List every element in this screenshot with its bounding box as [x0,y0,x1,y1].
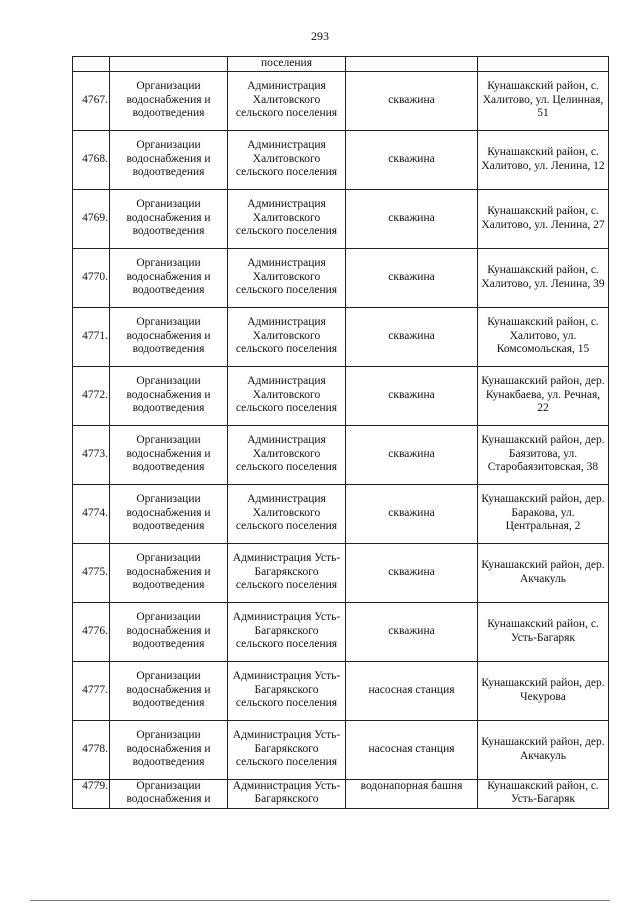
object-type-cell: скважина [346,189,478,248]
row-number: 4772. [73,366,110,425]
address-cell: Кунашакский район, дер. Акчакуль [478,720,609,779]
table-row-truncated [73,779,609,808]
row-number: 4777. [73,661,110,720]
organization-cell: Организации водоснабжения и водоотведения [110,661,228,720]
address-cell: Кунашакский район, дер. Баракова, ул. Центральная, 2 [478,484,609,543]
organization-cell: Организации водоснабжения и водоотведения [110,71,228,130]
address-cell: Кунашакский район, с. Халитово, ул. Ленина, 39 [478,248,609,307]
table-row [73,661,609,720]
address-cell [478,57,609,72]
row-number: 4776. [73,602,110,661]
address-cell: Кунашакский район, с. Халитово, ул. Ленина, 27 [478,189,609,248]
object-type-cell [346,57,478,72]
owner-cell: Администрация Усть-Багарякского сельского поселения [228,720,346,779]
organization-cell: Организации водоснабжения и водоотведения [110,484,228,543]
object-type-cell: скважина [346,307,478,366]
row-number: 4779. [73,779,110,808]
object-type-cell: скважина [346,425,478,484]
table-row [73,248,609,307]
registry-table [72,56,609,809]
organization-cell: Организации водоснабжения и водоотведения [110,366,228,425]
object-type-cell: скважина [346,248,478,307]
object-type-cell: скважина [346,602,478,661]
row-number: 4767. [73,71,110,130]
object-type-cell: насосная станция [346,720,478,779]
address-cell: Кунашакский район, дер. Чекурова [478,661,609,720]
address-cell: Кунашакский район, с. Халитово, ул. Ленина, 12 [478,130,609,189]
object-type-cell: водонапорная башня [346,779,478,808]
object-type-cell: скважина [346,130,478,189]
owner-cell: Администрация Усть-Багарякского сельского поселения [228,543,346,602]
owner-cell: Администрация Халитовского сельского поселения [228,425,346,484]
row-number: 4775. [73,543,110,602]
owner-cell: Администрация Усть-Багарякского сельского поселения [228,661,346,720]
owner-cell: Администрация Усть-Багарякского сельского поселения [228,602,346,661]
organization-cell: Организации водоснабжения и [110,779,228,808]
owner-cell: Администрация Халитовского сельского поселения [228,366,346,425]
row-number [73,57,110,72]
table-row [73,543,609,602]
organization-cell [110,57,228,72]
table-row [73,130,609,189]
object-type-cell: скважина [346,71,478,130]
owner-cell: Администрация Усть-Багарякского [228,779,346,808]
table-row [73,307,609,366]
row-number: 4773. [73,425,110,484]
owner-cell: Администрация Халитовского сельского поселения [228,130,346,189]
owner-cell: Администрация Халитовского сельского поселения [228,248,346,307]
table-row [73,366,609,425]
row-number: 4778. [73,720,110,779]
row-number: 4769. [73,189,110,248]
page-number: 293 [311,29,329,43]
table-row [73,720,609,779]
organization-cell: Организации водоснабжения и водоотведения [110,248,228,307]
organization-cell: Организации водоснабжения и водоотведения [110,307,228,366]
address-cell: Кунашакский район, с. Халитово, ул. Комсомольская, 15 [478,307,609,366]
table-row [73,602,609,661]
address-cell: Кунашакский район, с. Халитово, ул. Целинная, 51 [478,71,609,130]
address-cell: Кунашакский район, дер. Кунакбаева, ул. Речная, 22 [478,366,609,425]
object-type-cell: насосная станция [346,661,478,720]
row-number: 4770. [73,248,110,307]
row-number: 4768. [73,130,110,189]
row-number: 4774. [73,484,110,543]
table-row [73,425,609,484]
object-type-cell: скважина [346,543,478,602]
address-cell: Кунашакский район, дер. Акчакуль [478,543,609,602]
address-cell: Кунашакский район, с. Усть-Багаряк [478,779,609,808]
object-type-cell: скважина [346,366,478,425]
table-row [73,71,609,130]
address-cell: Кунашакский район, дер. Баязитова, ул. Старобаязитовская, 38 [478,425,609,484]
organization-cell: Организации водоснабжения и водоотведения [110,602,228,661]
organization-cell: Организации водоснабжения и водоотведения [110,189,228,248]
owner-cell: Администрация Халитовского сельского поселения [228,484,346,543]
row-number: 4771. [73,307,110,366]
registry-table-body [73,57,609,809]
owner-cell: Администрация Халитовского сельского поселения [228,307,346,366]
table-row [73,189,609,248]
object-type-cell: скважина [346,484,478,543]
organization-cell: Организации водоснабжения и водоотведения [110,425,228,484]
page-bottom-rule [30,900,610,901]
organization-cell: Организации водоснабжения и водоотведения [110,543,228,602]
organization-cell: Организации водоснабжения и водоотведения [110,720,228,779]
organization-cell: Организации водоснабжения и водоотведения [110,130,228,189]
owner-cell: Администрация Халитовского сельского поселения [228,189,346,248]
continuation-row [73,57,609,72]
address-cell: Кунашакский район, с. Усть-Багаряк [478,602,609,661]
table-row [73,484,609,543]
owner-cell: поселения [228,57,346,72]
owner-cell: Администрация Халитовского сельского поселения [228,71,346,130]
